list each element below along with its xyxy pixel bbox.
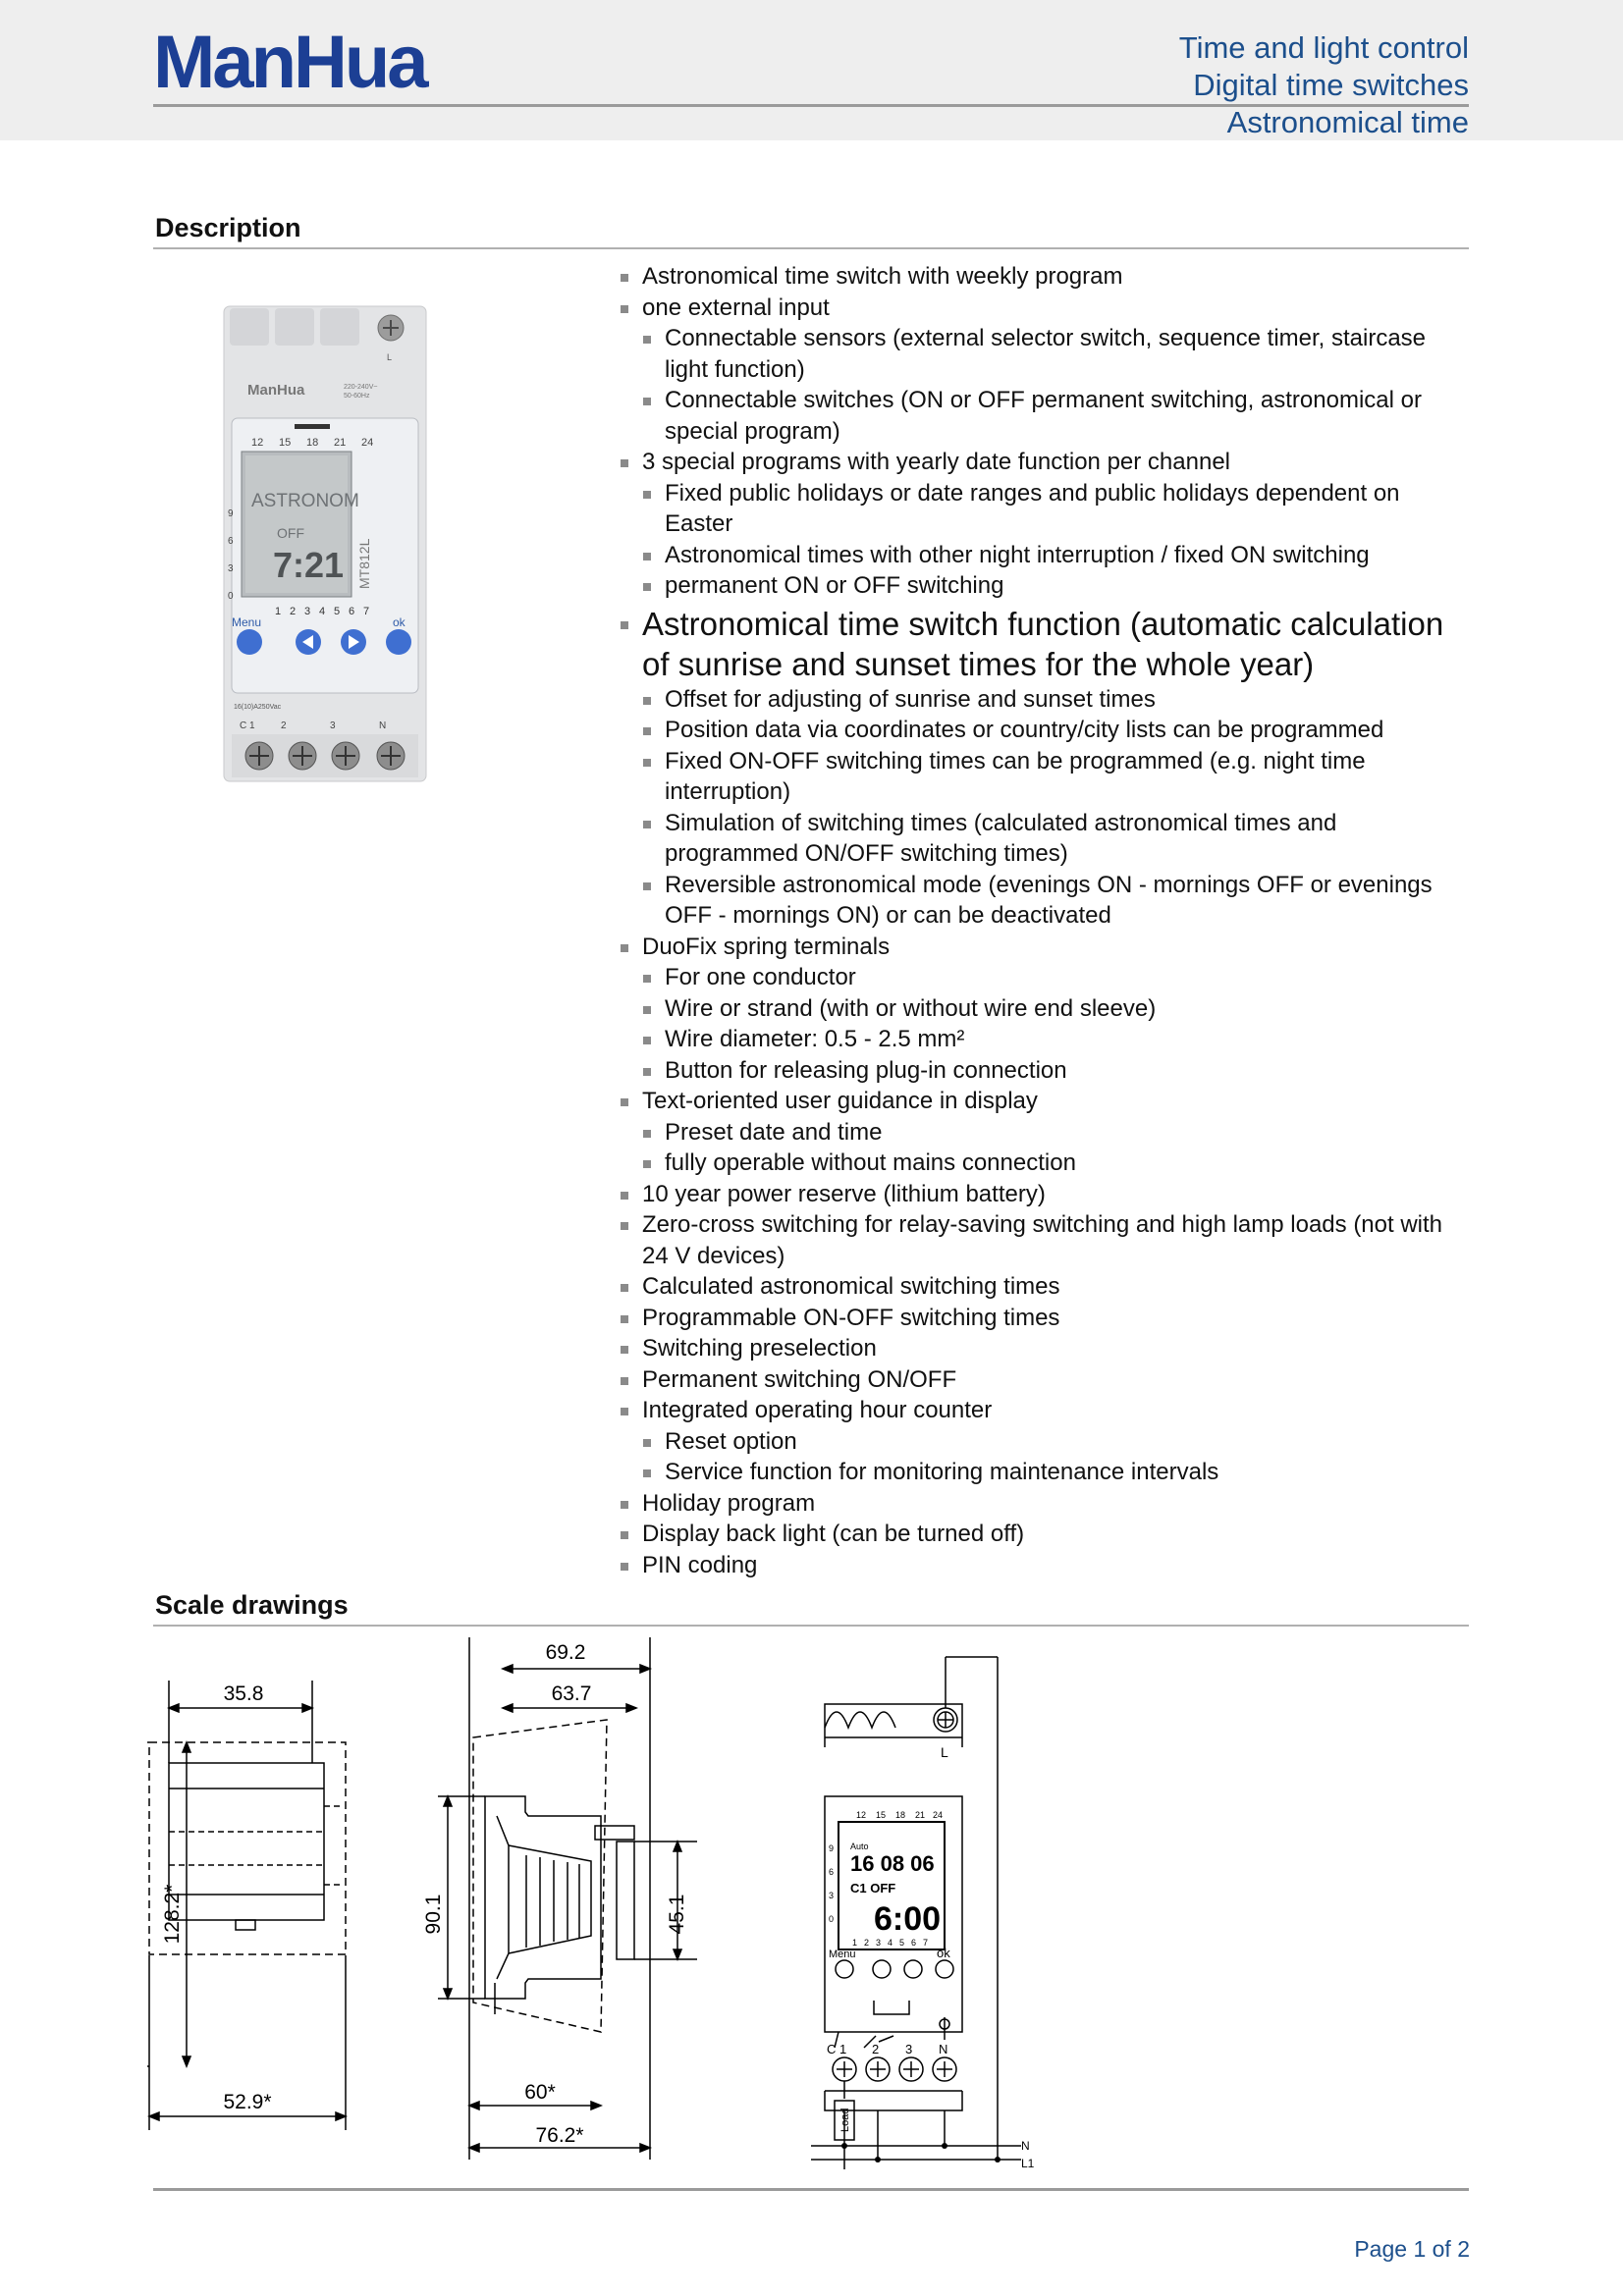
feature-subitem — [619, 1117, 1473, 1148]
feature-item — [619, 1488, 1473, 1520]
photo-hour-label: 21 — [334, 437, 347, 449]
front-dim-width: 35.8 — [223, 1682, 264, 1705]
feature-item — [619, 1550, 1473, 1581]
scale-drawings — [147, 1629, 1473, 2179]
feature-item — [619, 1271, 1473, 1303]
feature-text: 3 special programs with yearly date function per channel — [642, 449, 1230, 475]
bullet-square-icon — [643, 1006, 651, 1014]
bullet-square-icon — [621, 1563, 628, 1571]
feature-text: Programmable ON-OFF switching times — [642, 1304, 1060, 1331]
feature-subitem — [619, 1024, 1473, 1055]
feature-item — [619, 932, 1473, 963]
scale-drawings-heading: Scale drawings — [155, 1590, 349, 1620]
feature-text: Switching preselection — [642, 1335, 877, 1362]
photo-display-time: 7:21 — [273, 545, 345, 585]
feature-item — [619, 604, 1473, 684]
photo-rating-voltage: 220-240V~ — [344, 384, 378, 391]
feature-subitem — [619, 993, 1473, 1025]
feature-text: Calculated astronomical switching times — [642, 1273, 1060, 1300]
photo-terminal-label: C 1 — [240, 721, 255, 731]
side-dim-depth: 69.2 — [545, 1641, 586, 1664]
feature-item — [619, 1179, 1473, 1210]
bullet-square-icon — [621, 1501, 628, 1509]
feature-list — [619, 261, 1473, 1580]
feature-subitem — [619, 962, 1473, 993]
header-line-product-type: Astronomical time — [1226, 105, 1469, 139]
side-dim-overall: 76.2* — [535, 2124, 584, 2147]
feature-text: Permanent switching ON/OFF — [642, 1365, 957, 1393]
feature-text: PIN coding — [642, 1551, 758, 1578]
bullet-square-icon — [621, 1098, 628, 1106]
bullet-square-icon — [643, 1068, 651, 1076]
photo-display-state: OFF — [277, 525, 304, 541]
photo-side-label: 6 — [228, 536, 234, 547]
photo-terminal-label: N — [379, 721, 387, 731]
side-dim-rail: 60* — [524, 2081, 556, 2104]
wiring-side-label: 3 — [829, 1891, 835, 1900]
bullet-square-icon — [643, 697, 651, 705]
bullet-square-icon — [643, 1469, 651, 1477]
photo-display-mode: ASTRONOM — [251, 491, 359, 511]
wiring-hour-label: 24 — [933, 1810, 944, 1820]
feature-text: Connectable switches (ON or OFF permanent switching, astronomical or special program) — [665, 387, 1422, 445]
feature-text: DuoFix spring terminals — [642, 933, 891, 960]
feature-item — [619, 1519, 1473, 1550]
feature-text: Fixed public holidays or date ranges and public holidays dependent on Easter — [665, 479, 1400, 537]
bullet-square-icon — [643, 1037, 651, 1044]
description-heading: Description — [155, 213, 301, 242]
description-divider — [153, 247, 1469, 249]
feature-text: Astronomical time switch with weekly program — [642, 263, 1123, 290]
wiring-day-label: 5 — [899, 1938, 905, 1948]
photo-ok-label: ok — [393, 615, 406, 629]
scale-drawings-divider — [153, 1625, 1469, 1627]
feature-text: Zero-cross switching for relay-saving switching and high lamp loads (not with 24 V devices) — [642, 1211, 1443, 1269]
brand-logo: ManHua — [153, 21, 426, 104]
wiring-day-label: 1 — [852, 1938, 858, 1948]
side-dim-front-height: 45.1 — [666, 1894, 688, 1935]
feature-text: Holiday program — [642, 1489, 816, 1517]
feature-text: Wire or strand (with or without wire end sleeve) — [665, 994, 1157, 1022]
side-dim-height: 90.1 — [422, 1894, 445, 1935]
photo-day-label: 4 — [319, 606, 326, 617]
wiring-hour-label: 15 — [876, 1810, 887, 1820]
photo-day-label: 2 — [290, 606, 297, 617]
bullet-square-icon — [643, 1130, 651, 1138]
feature-subitem — [619, 1426, 1473, 1458]
photo-day-label: 1 — [275, 606, 282, 617]
feature-text: Text-oriented user guidance in display — [642, 1088, 1038, 1114]
wiring-day-label: 3 — [876, 1938, 882, 1948]
wiring-display-time: 6:00 — [874, 1900, 942, 1938]
feature-subitem — [619, 1055, 1473, 1087]
feature-item — [619, 447, 1473, 478]
feature-text: Offset for adjusting of sunrise and sunset times — [665, 685, 1156, 713]
photo-day-label: 7 — [363, 606, 370, 617]
feature-subitem — [619, 570, 1473, 602]
wiring-ok-label: ok — [937, 1946, 950, 1960]
feature-subitem — [619, 715, 1473, 746]
photo-rating-frequency: 50-60Hz — [344, 393, 370, 400]
bullet-square-icon — [643, 398, 651, 405]
bullet-square-icon — [643, 882, 651, 890]
wiring-load-label: Load — [839, 2108, 851, 2132]
bullet-square-icon — [643, 1160, 651, 1168]
front-dim-height: 128.2* — [161, 1884, 184, 1945]
feature-subitem — [619, 323, 1473, 385]
bullet-square-icon — [643, 727, 651, 735]
feature-text: fully operable without mains connection — [665, 1149, 1076, 1176]
bullet-square-icon — [621, 1377, 628, 1385]
photo-model: MT812L — [356, 538, 372, 589]
feature-text: Display back light (can be turned off) — [642, 1521, 1025, 1547]
feature-subitem — [619, 870, 1473, 932]
feature-text: permanent ON or OFF switching — [665, 572, 1004, 599]
wiring-display-state: C1 OFF — [850, 1881, 896, 1896]
bullet-square-icon — [621, 1531, 628, 1539]
photo-day-label: 5 — [334, 606, 341, 617]
bullet-square-icon — [643, 553, 651, 561]
feature-text: one external input — [642, 294, 830, 321]
photo-side-label: 3 — [228, 563, 234, 574]
feature-item — [619, 1209, 1473, 1271]
wiring-line-n: N — [1021, 2139, 1030, 2153]
photo-terminal-label: 3 — [330, 721, 336, 731]
wiring-menu-label: Menu — [829, 1949, 856, 1960]
bullet-square-icon — [643, 583, 651, 591]
wiring-hour-label: 21 — [915, 1810, 926, 1820]
page-number: Page 1 of 2 — [1354, 2236, 1470, 2262]
header-line-subcategory: Digital time switches — [1193, 68, 1469, 102]
bullet-square-icon — [643, 491, 651, 499]
bullet-square-icon — [621, 1222, 628, 1230]
bullet-square-icon — [643, 759, 651, 767]
wiring-side-label: 0 — [829, 1914, 835, 1924]
feature-text: 10 year power reserve (lithium battery) — [642, 1180, 1046, 1207]
photo-hour-label: 15 — [279, 437, 292, 449]
bullet-square-icon — [643, 821, 651, 828]
feature-item — [619, 261, 1473, 293]
feature-item — [619, 1333, 1473, 1364]
wiring-line-l1: L1 — [1021, 2157, 1035, 2170]
bullet-square-icon — [621, 1284, 628, 1292]
photo-brand: ManHua — [247, 382, 305, 399]
wiring-display-mode: Auto — [850, 1842, 869, 1851]
feature-text: Button for releasing plug-in connection — [665, 1056, 1067, 1084]
feature-text: Reset option — [665, 1427, 797, 1455]
bullet-square-icon — [621, 305, 628, 313]
photo-side-label: 0 — [228, 591, 234, 602]
feature-item — [619, 1303, 1473, 1334]
feature-text: Position data via coordinates or country/city lists can be programmed — [665, 717, 1384, 743]
feature-item — [619, 1364, 1473, 1396]
photo-hour-label: 18 — [306, 437, 319, 449]
feature-text: Wire diameter: 0.5 - 2.5 mm² — [665, 1026, 965, 1052]
feature-subitem — [619, 385, 1473, 447]
front-dim-depth: 52.9* — [223, 2091, 272, 2113]
bullet-square-icon — [621, 1346, 628, 1354]
wiring-terminal-label: C 1 — [827, 2042, 847, 2056]
bullet-square-icon — [643, 975, 651, 983]
wiring-day-label: 2 — [864, 1938, 870, 1948]
feature-subitem — [619, 684, 1473, 716]
bullet-square-icon — [621, 944, 628, 952]
footer-divider — [153, 2188, 1469, 2191]
wiring-hour-label: 18 — [895, 1810, 906, 1820]
photo-day-label: 3 — [304, 606, 311, 617]
feature-item — [619, 1086, 1473, 1117]
wiring-display-date: 16 08 06 — [850, 1851, 935, 1876]
wiring-day-label: 4 — [888, 1938, 893, 1948]
wiring-hour-label: 12 — [856, 1810, 867, 1820]
wiring-side-label: 9 — [829, 1843, 835, 1853]
feature-subitem — [619, 746, 1473, 808]
bullet-square-icon — [621, 1192, 628, 1200]
wiring-terminal-label: N — [939, 2042, 948, 2056]
photo-menu-label: Menu — [232, 615, 262, 629]
side-dim-depth-body: 63.7 — [551, 1682, 592, 1705]
feature-subitem — [619, 540, 1473, 571]
feature-item — [619, 1395, 1473, 1426]
photo-hour-label: 24 — [361, 437, 374, 449]
feature-text: Connectable sensors (external selector switch, sequence timer, staircase light function) — [665, 325, 1427, 383]
header-category-lines — [1179, 29, 1469, 141]
feature-text: Integrated operating hour counter — [642, 1397, 993, 1423]
photo-day-label: 6 — [349, 606, 355, 617]
wiring-terminal-label: 3 — [905, 2042, 913, 2056]
header-line-category: Time and light control — [1178, 30, 1469, 65]
photo-terminal-label: 2 — [281, 721, 287, 731]
bullet-square-icon — [643, 336, 651, 344]
wiring-terminal-l: L — [941, 1744, 948, 1760]
feature-item — [619, 293, 1473, 324]
feature-text: For one conductor — [665, 964, 856, 990]
wiring-day-label: 6 — [911, 1938, 917, 1948]
feature-subitem — [619, 478, 1473, 540]
feature-text: Astronomical times with other night interruption / fixed ON switching — [665, 541, 1370, 568]
feature-text: Simulation of switching times (calculated astronomical times and programmed ON/OFF switching times) — [665, 809, 1337, 867]
bullet-square-icon — [643, 1439, 651, 1447]
feature-text: Fixed ON-OFF switching times can be programmed (e.g. night time interruption) — [665, 747, 1366, 805]
wiring-terminal-label: 2 — [872, 2042, 880, 2056]
feature-subitem — [619, 1148, 1473, 1179]
bullet-square-icon — [621, 274, 628, 282]
bullet-square-icon — [621, 459, 628, 467]
bullet-square-icon — [621, 1315, 628, 1323]
wiring-day-label: 7 — [923, 1938, 929, 1948]
feature-text: Reversible astronomical mode (evenings ON - mornings OFF or evenings OFF - mornings ON) or can be deactivated — [665, 871, 1433, 929]
feature-text: Service function for monitoring maintenance intervals — [665, 1459, 1219, 1485]
bullet-square-icon — [621, 621, 628, 629]
feature-text: Preset date and time — [665, 1118, 883, 1146]
product-photo — [222, 304, 428, 783]
photo-side-label: 9 — [228, 508, 234, 519]
feature-text: Astronomical time switch function (automatic calculation of sunrise and sunset times for the whole year) — [642, 605, 1444, 682]
wiring-side-label: 6 — [829, 1867, 835, 1877]
photo-hour-label: 12 — [251, 437, 264, 449]
feature-subitem — [619, 1457, 1473, 1488]
photo-rating-contact: 16(10)A250Vac — [234, 704, 282, 711]
photo-terminal-l: L — [387, 352, 393, 362]
bullet-square-icon — [621, 1408, 628, 1415]
feature-subitem — [619, 808, 1473, 870]
